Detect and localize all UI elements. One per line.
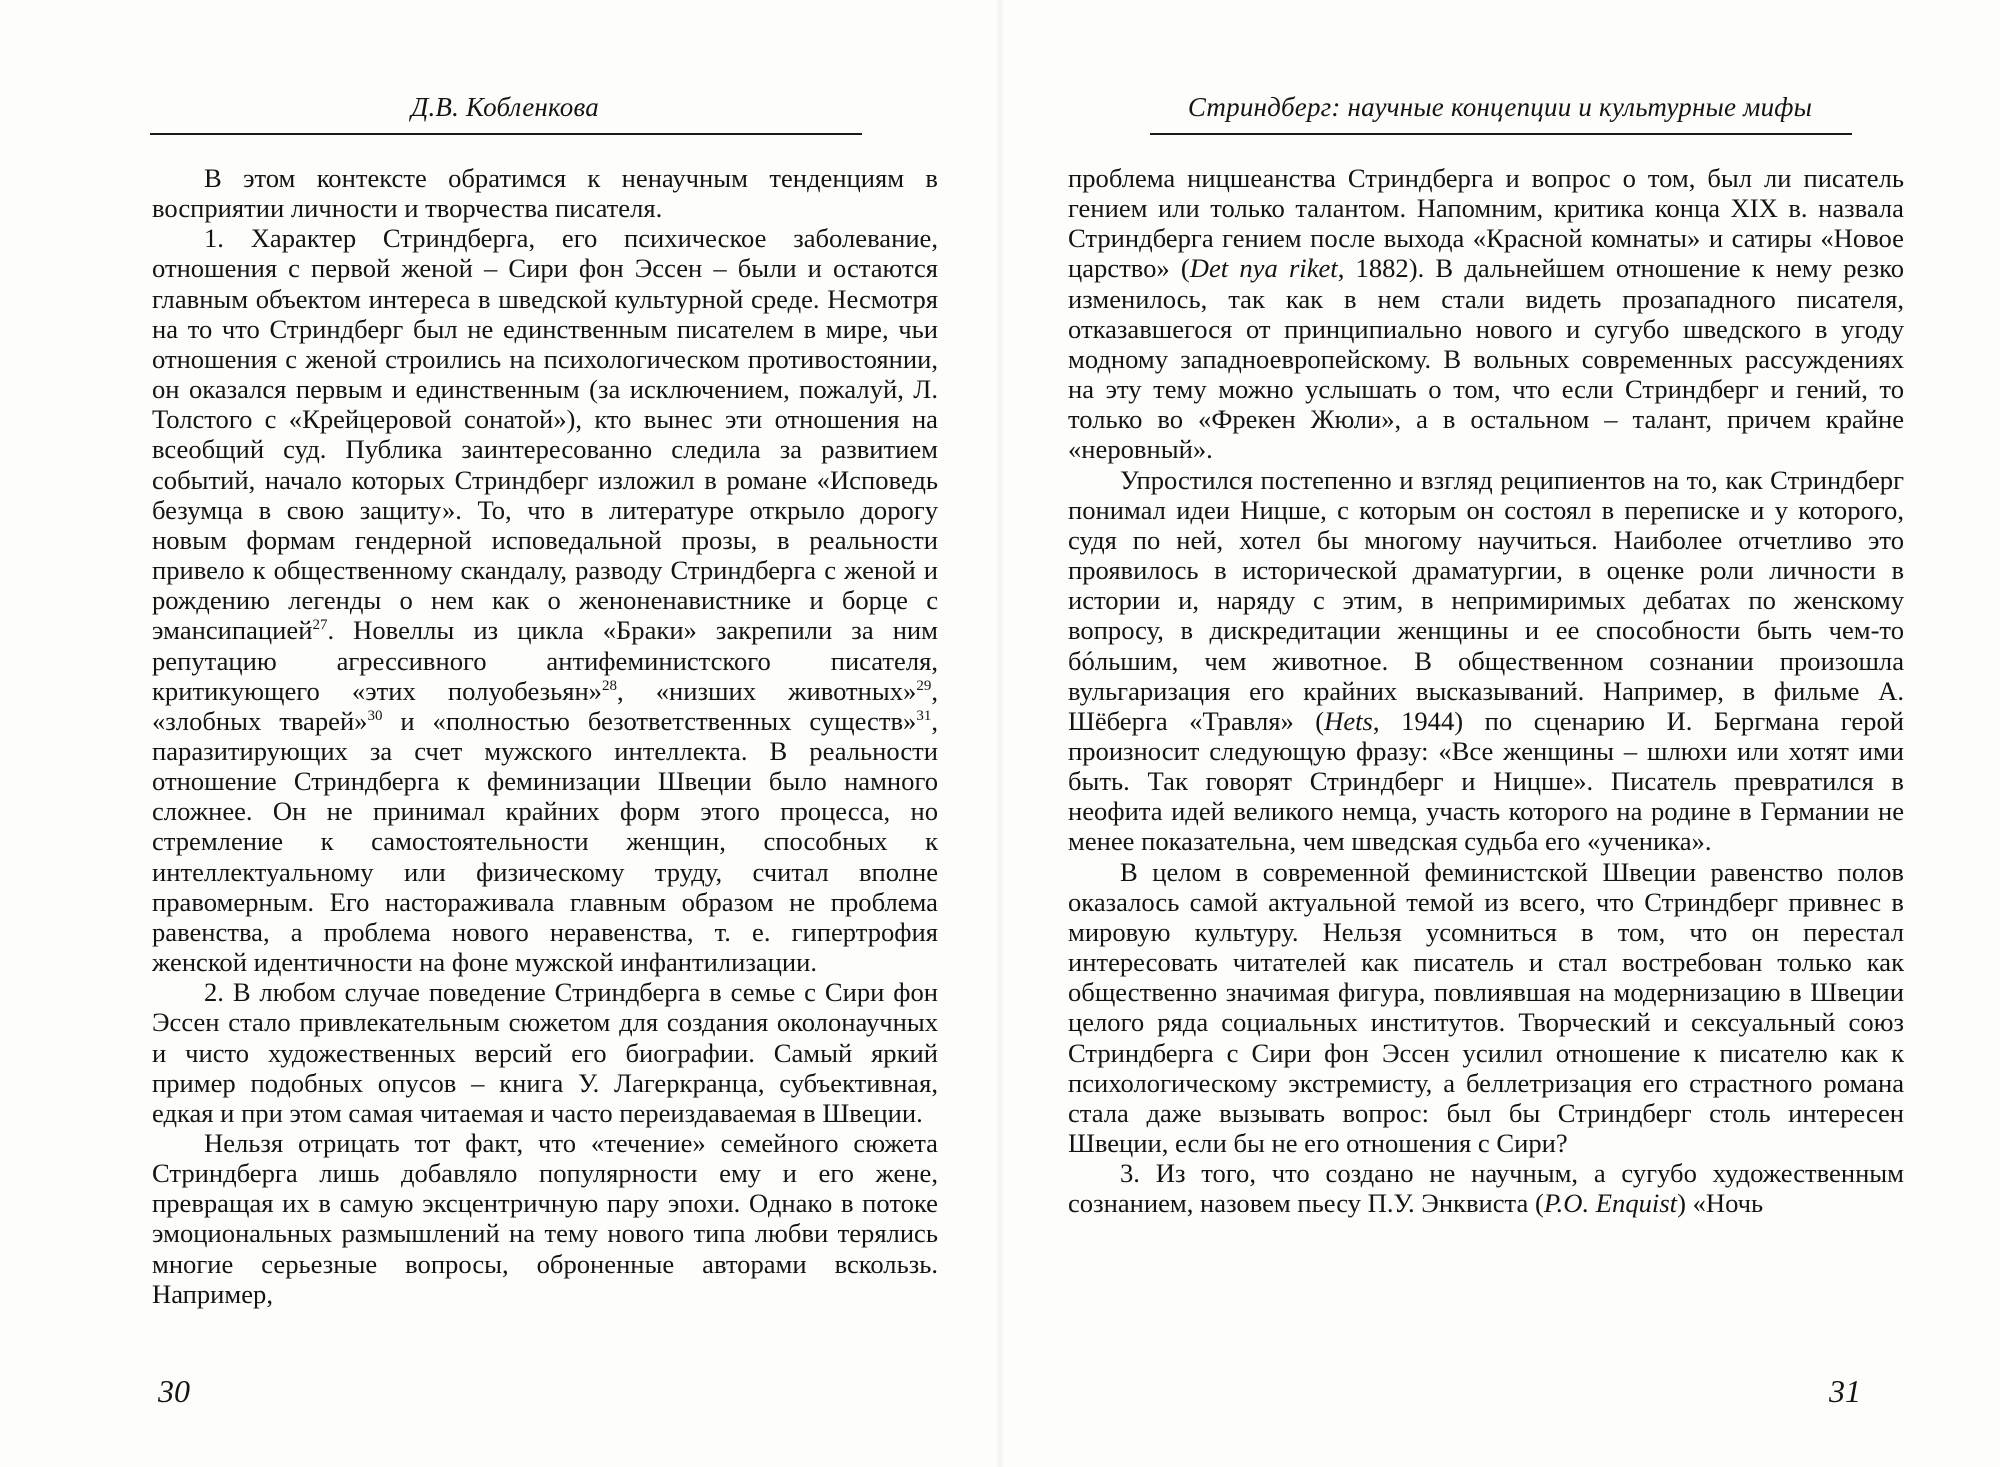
right-page: [1000, 0, 2000, 1467]
italic-name: P.O. Enquist: [1543, 1188, 1678, 1219]
text-run: и «полностью безответственных существ»: [382, 705, 917, 736]
paragraph: [1068, 465, 1904, 857]
text-run: , паразитирующих за счет мужского интеллекта. В реальности отношение Стриндберга к феминизации Швеции было намного сложнее. Он не принимал крайних форм этого процесса, но стремление к самостоятельности женщин, способных к интеллектуальному или физическому труду, считал вполне правомерным. Его настораживала главным образом не проблема равенства, а проблема нового неравенства, т. е. гипертрофия женской идентичности на фоне мужской инфантилизации.: [152, 705, 938, 978]
paragraph: [152, 223, 938, 977]
footnote-ref: 31: [916, 707, 932, 724]
footnote-ref: 28: [601, 677, 617, 694]
paragraph: 2. В любом случае поведение Стриндберга в семье с Сири фон Эссен стало привлекательным сюжетом для создания околонаучных и чисто художественных версий его биографии. Самый яркий пример подобных опусов – книга У. Лагеркранца, субъективная, едкая и при этом самая читаемая и часто переиздаваемая в Швеции.: [152, 977, 938, 1128]
page-number: 30: [158, 1373, 190, 1409]
text-run: 3. Из того, что создано не научным, а сугубо художественным сознанием, назовем пьесу П.У. Энквиста (: [1068, 1158, 1904, 1219]
text-run: , 1944) по сценарию И. Бергмана герой произносит следующую фразу: «Все женщины – шлюхи или хотят ими быть. Так говорят Стриндберг и Ницше». Писатель превратился в неофита идей великого немца, участь которого на родине в Германии не менее показательна, чем шведская судьба его «ученика».: [1068, 705, 1904, 857]
text-run: . Новеллы из цикла «Браки» закрепили за ним репутацию агрессивного антифеминистского писателя, критикующего «этих полуобезьян»: [152, 615, 938, 706]
left-page-body: [152, 163, 938, 1309]
text-run: , «низших животных»: [616, 675, 917, 706]
paragraph: [1068, 1158, 1904, 1218]
text-run: , 1882). В дальнейшем отношение к нему резко изменилось, так как в нем стали видеть прозападного писателя, отказавшегося от принципиально нового и сугубо шведского в угоду модному западноевропейскому. В вольных современных рассуждениях на эту тему можно услышать о том, что если Стриндберг и гений, то только во «Фрекен Жюли», а в остальном – талант, причем крайне «неровный».: [1068, 253, 1904, 465]
footnote-ref: 29: [916, 677, 932, 694]
italic-title: Det nya riket: [1189, 253, 1338, 284]
text-run: ) «Ночь: [1677, 1188, 1764, 1219]
text-run: , «злобных тварей»: [152, 675, 938, 736]
header-rule: [1150, 133, 1852, 135]
italic-title: Hets: [1324, 705, 1373, 736]
footnote-ref: 30: [367, 707, 383, 724]
footnote-ref: 27: [312, 617, 328, 634]
header-rule: [150, 133, 862, 135]
right-page-body: [1068, 163, 1904, 1218]
text-run: проблема ницшеанства Стриндберга и вопрос о том, был ли писатель гением или только талантом. Напомним, критика конца XIX в. назвала Стриндберга гением после выхода «Красной комнаты» и сатиры «Новое царство» (: [1068, 163, 1904, 284]
paragraph-continued: [1068, 163, 1904, 465]
text-run: Упростился постепенно и взгляд реципиентов на то, как Стриндберг понимал идеи Ницше, с которым он состоял в переписке и у которого, судя по ней, хотел бы многому научиться. Наиболее отчетливо это проявилось в исторической драматургии, в оценке роли личности в истории и, наряду с этим, в непримиримых дебатах по женскому вопросу, в дискредитации женщины и ее способности быть чем-то бóльшим, чем животное. В общественном сознании произошла вульгаризация его крайних высказываний. Например, в фильме А. Шёберга «Травля» (: [1068, 464, 1904, 736]
text-run: 1. Характер Стриндберга, его психическое заболевание, отношения с первой женой – Сири фон Эссен – были и остаются главным объектом интереса в шведской культурной среде. Несмотря на то что Стриндберг был не единственным писателем в мире, чьи отношения с женой строились на психологическом противостоянии, он оказался первым и единственным (за исключением, пожалуй, Л. Толстого с «Крейцеровой сонатой»), кто вынес эти отношения на всеобщий суд. Публика заинтересованно следила за развитием событий, начало которых Стриндберг изложил в романе «Исповедь безумца в свою защиту». То, что в литературе открыло дорогу новым формам гендерной исповедальной прозы, в реальности привело к общественному скандалу, разводу Стриндберга с женой и рождению легенды о нем как о женоненавистнике и борце с эмансипацией: [152, 223, 938, 646]
running-head-author: Д.В. Кобленкова: [411, 92, 599, 122]
page-number: 31: [1829, 1373, 1861, 1409]
paragraph: Нельзя отрицать тот факт, что «течение» семейного сюжета Стриндберга лишь добавляло популярности ему и его жене, превращая их в самую эксцентричную пару эпохи. Однако в потоке эмоциональных размышлений на тему нового типа любви терялись многие серьезные вопросы, оброненные авторами вскользь. Например,: [152, 1128, 938, 1309]
running-head-title: Стриндберг: научные концепции и культурные мифы: [1187, 92, 1813, 122]
paragraph: В этом контексте обратимся к ненаучным тенденциям в восприятии личности и творчества писателя.: [152, 163, 938, 224]
paragraph: В целом в современной феминистской Швеции равенство полов оказалось самой актуальной темой из всего, что Стриндберг привнес в мировую культуру. Нельзя усомниться в том, что он перестал интересовать читателей как писатель и стал востребован только как общественно значимая фигура, повлиявшая на модернизацию в Швеции целого ряда социальных институтов. Творческий и сексуальный союз Стриндберга с Сири фон Эссен усилил отношение к писателю как к психологическому экстремисту, а беллетризация его страстного романа стала даже вызывать вопрос: был бы Стриндберг столь интересен Швеции, если бы не его отношения с Сири?: [1068, 856, 1904, 1158]
